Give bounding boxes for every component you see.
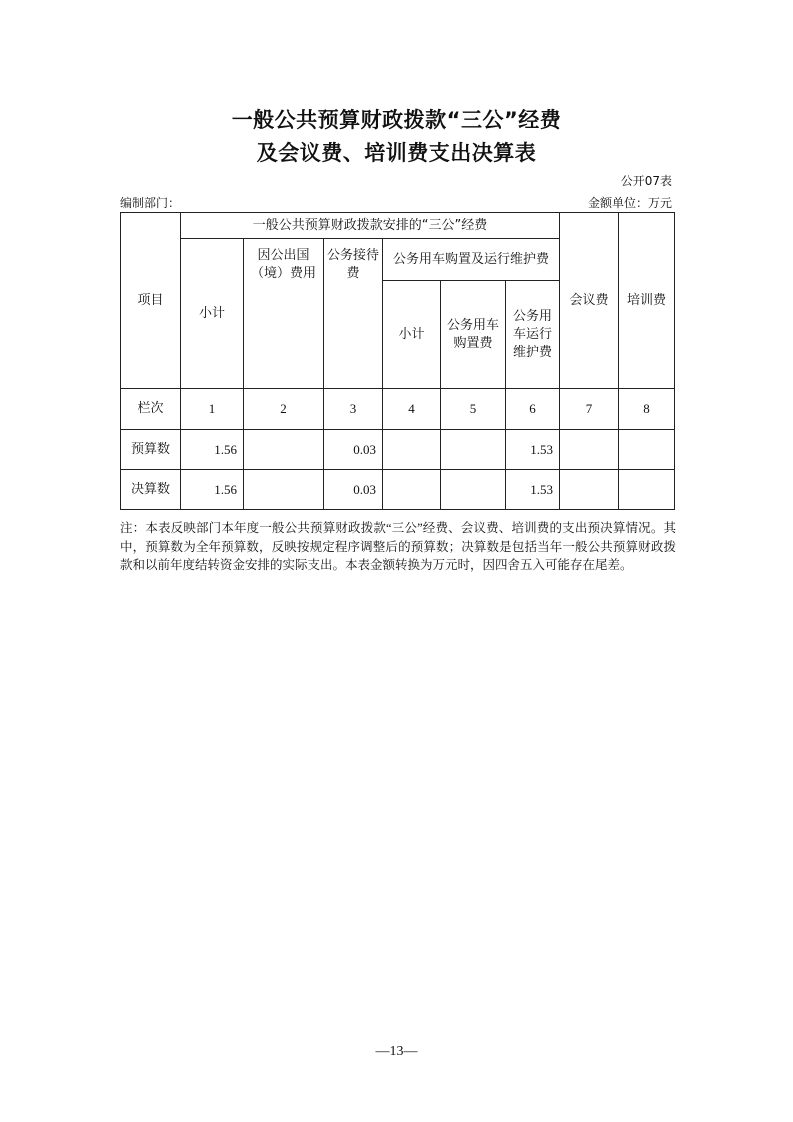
header-three-public-group: 一般公共预算财政拨款安排的“三公”经费 — [181, 213, 560, 239]
table-cell — [383, 470, 441, 510]
header-reception-fee: 公务接待费 — [324, 239, 383, 389]
header-vehicle-purchase: 公务用车购置费 — [441, 281, 506, 389]
table-cell — [560, 470, 619, 510]
table-note: 注：本表反映部门本年度一般公共预算财政拨款“三公”经费、会议费、培训费的支出预决算情况。其中，预算数为全年预算数，反映按规定程序调整后的预算数；决算数是包括当年一般公共预算财政拨款和以前年度结转资金安排的实际支出。本表金额转换为万元时，因四舍五入可能存在尾差。 — [120, 521, 676, 572]
table-cell — [619, 430, 675, 470]
header-training-fee: 培训费 — [619, 213, 675, 389]
table-cell — [383, 430, 441, 470]
column-number: 3 — [324, 389, 383, 430]
page-number: —13— — [375, 1044, 418, 1059]
table-cell — [244, 430, 324, 470]
table-cell: 1.56 — [181, 470, 244, 510]
budget-row — [121, 430, 675, 470]
table-cell — [560, 430, 619, 470]
table-cell: 0.03 — [324, 470, 383, 510]
table-cell: 1.53 — [506, 430, 560, 470]
header-abroad-fee: 因公出国（境）费用 — [244, 239, 324, 389]
document-title-line1: 一般公共预算财政拨款“三公”经费 — [231, 108, 562, 132]
expenditure-table — [120, 212, 675, 510]
table-cell: 0.03 — [324, 430, 383, 470]
header-item: 项目 — [121, 213, 181, 389]
header-meeting-fee: 会议费 — [560, 213, 619, 389]
row-label-budget: 预算数 — [121, 430, 181, 470]
column-number: 1 — [181, 389, 244, 430]
header-vehicle-operation: 公务用车运行维护费 — [506, 281, 560, 389]
row-label-final-account: 决算数 — [121, 470, 181, 510]
table-cell: 1.56 — [181, 430, 244, 470]
table-cell: 1.53 — [506, 470, 560, 510]
department-label: 编制部门： — [120, 196, 181, 210]
column-number-row — [121, 389, 675, 430]
table-cell — [441, 430, 506, 470]
column-number: 6 — [506, 389, 560, 430]
document-title-line2: 及会议费、培训费支出决算表 — [256, 141, 537, 165]
table-cell — [244, 470, 324, 510]
final-account-row — [121, 470, 675, 510]
column-number: 2 — [244, 389, 324, 430]
table-cell — [441, 470, 506, 510]
column-number-label: 栏次 — [121, 389, 181, 430]
column-number: 8 — [619, 389, 675, 430]
form-number: 公开07表 — [620, 174, 672, 188]
header-row-1 — [121, 213, 675, 239]
header-vehicle-subtotal: 小计 — [383, 281, 441, 389]
column-number: 5 — [441, 389, 506, 430]
column-number: 4 — [383, 389, 441, 430]
header-vehicle-group: 公务用车购置及运行维护费 — [383, 239, 560, 281]
header-subtotal: 小计 — [181, 239, 244, 389]
column-number: 7 — [560, 389, 619, 430]
amount-unit-label: 金额单位：万元 — [587, 196, 672, 210]
table-cell — [619, 470, 675, 510]
